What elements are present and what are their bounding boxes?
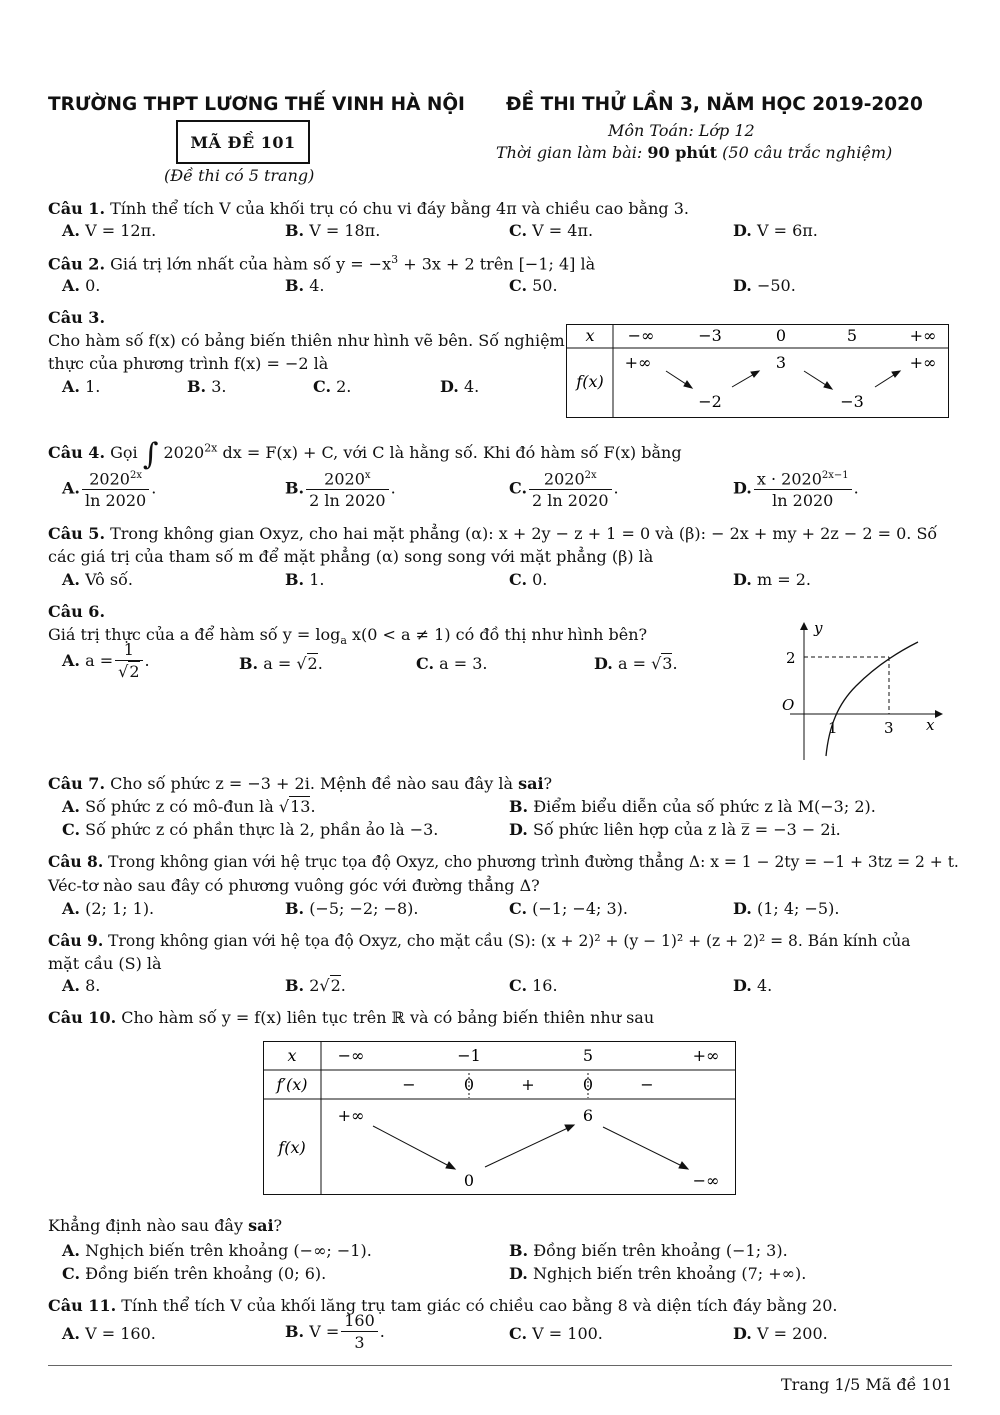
log-curve [826,642,918,756]
q10-sign: − [640,1075,654,1094]
q6-option-a[interactable]: A. a = $\frac{1}{√2}$ . [62,640,150,681]
q9-option-b[interactable]: B. 2√2. [285,976,346,995]
question-3-line2: thực của phương trình f(x) = −2 là [48,354,329,373]
school-name: TRƯỜNG THPT LƯƠNG THẾ VINH HÀ NỘI [48,94,465,115]
q4-option-d[interactable]: D. $\frac{x \cdot 2020^{2x-1}}{\ln 2020}$ . [733,466,859,512]
q2-option-b[interactable]: B. 4. [285,276,325,295]
q5-option-c[interactable]: C. 0. [509,570,548,589]
q7-option-c[interactable]: C. Số phức z có phần thực là 2, phần ảo là −3. [62,820,439,839]
integral-sign-icon: ∫ [142,437,159,472]
q10-option-b[interactable]: B. Đồng biến trên khoảng (−1; 3). [509,1241,788,1260]
q10-variation-table [263,1041,737,1196]
q7-option-b[interactable]: B. Điểm biểu diễn của số phức z là M(−3; 2). [509,797,876,816]
question-10: Câu 10. Cho hàm số y = f(x) liên tục trên ℝ và có bảng biến thiên như sau [48,1008,655,1027]
question-11: Câu 11. Tính thể tích V của khối lăng trụ tam giác có chiều cao bằng 8 và diện tích đáy bằng 20. [48,1296,838,1315]
question-8-line2: Véc-tơ nào sau đây có phương vuông góc với đường thẳng Δ? [48,876,540,895]
y-axis-label: y [814,619,823,637]
q10-option-d[interactable]: D. Nghịch biến trên khoảng (7; +∞). [509,1264,807,1283]
q10-f-value: 6 [582,1106,594,1125]
question-6-text: Giá trị thực của a để hàm số $y = \log_a x(0 < a \ne 1)$ có đồ thị như hình bên? [48,625,648,648]
q11-option-b[interactable]: B. V = $\frac{160}{3}$ . [285,1311,385,1352]
question-3-line1: Cho hàm số f(x) có bảng biến thiên như hình vẽ bên. Số nghiệm [48,331,565,350]
q8-option-b[interactable]: B. (−5; −2; −8). [285,899,419,918]
q3-f-value: +∞ [624,353,652,372]
q3-option-d[interactable]: D. 4. [440,377,480,396]
q6-option-d[interactable]: D. a = √3. [594,654,678,673]
q3-f-value: −3 [840,392,864,411]
q10-x-value: +∞ [692,1046,720,1065]
q9-option-d[interactable]: D. 4. [733,976,773,995]
q5-option-d[interactable]: D. m = 2. [733,570,811,589]
x-axis-label: x [926,716,935,734]
q3-x-value: 0 [775,326,787,345]
question-10-ask: Khẳng định nào sau đây sai? [48,1216,283,1235]
subject-line: Môn Toán: Lớp 12 [608,121,755,140]
question-5-line2: các giá trị của tham số m để mặt phẳng (α) song song với mặt phẳng (β) là [48,547,654,566]
q3-x-value: +∞ [909,326,937,345]
q10-fprime-label: f′(x) [276,1075,308,1094]
q4-option-c[interactable]: C. $\frac{2020^{2x}}{2 \ln 2020}$ . [509,466,619,512]
q3-arrows [666,371,900,389]
question-6-label: Câu 6. [48,602,106,621]
q3-x-value: −∞ [627,326,655,345]
q1-option-a[interactable]: A. V = 12π. [62,221,157,240]
q3-table-fx-label: f(x) [576,372,604,391]
q10-sign: − [402,1075,416,1094]
question-9-line2: mặt cầu (S) là [48,954,162,973]
q8-option-a[interactable]: A. (2; 1; 1). [62,899,155,918]
q11-option-d[interactable]: D. V = 200. [733,1324,828,1343]
question-1: Câu 1. Tính thể tích V của khối trụ có chu vi đáy bằng 4π và chiều cao bằng 3. [48,199,690,218]
question-2: Câu 2. Giá trị lớn nhất của hàm số $y = -x^3 + 3x + 2$ trên [−1; 4] là [48,253,596,274]
q5-option-a[interactable]: A. Vô số. [62,570,133,589]
pages-note: (Đề thi có 5 trang) [164,166,315,185]
x-tick-3: 3 [884,719,894,737]
exam-title: ĐỀ THI THỬ LẦN 3, NĂM HỌC 2019-2020 [506,94,923,115]
q7-option-a[interactable]: A. Số phức z có mô-đun là √13. [62,797,316,816]
q10-f-value: −∞ [692,1171,720,1190]
q3-table-x-label: x [585,326,595,345]
exam-code-box: MÃ ĐỀ 101 [176,120,310,164]
q2-option-d[interactable]: D. −50. [733,276,796,295]
q1-option-c[interactable]: C. V = 4π. [509,221,594,240]
q6-option-c[interactable]: C. a = 3. [416,654,488,673]
y-tick-2: 2 [786,649,796,667]
question-9-line1: Câu 9. Trong không gian với hệ tọa độ Oxyz, cho mặt cầu (S): (x + 2)² + (y − 1)² + (z + 2)² = 8. Bán kính của [48,931,911,950]
q10-sign: 0 [463,1075,475,1094]
q9-option-c[interactable]: C. 16. [509,976,558,995]
question-8-line1: Câu 8. Trong không gian với hệ trục tọa độ Oxyz, cho phương trình đường thẳng Δ: x = 1 − 2ty = −1 + 3tz = 2 + t. [48,852,959,871]
q10-option-c[interactable]: C. Đồng biến trên khoảng (0; 6). [62,1264,327,1283]
q5-option-b[interactable]: B. 1. [285,570,325,589]
q3-option-a[interactable]: A. 1. [62,377,101,396]
x-tick-1: 1 [828,719,838,737]
question-5-line1: Câu 5. Trong không gian Oxyz, cho hai mặt phẳng (α): x + 2y − z + 1 = 0 và (β): − 2x + my + 2z − 2 = 0. Số [48,524,938,543]
q10-f-value: +∞ [337,1106,365,1125]
q3-x-value: −3 [698,326,722,345]
q10-x-value: −∞ [337,1046,365,1065]
q3-option-b[interactable]: B. 3. [187,377,227,396]
time-line: Thời gian làm bài: 90 phút (50 câu trắc nghiệm) [496,143,893,162]
q3-f-value: 3 [775,353,787,372]
q6-option-b[interactable]: B. a = √2. [239,654,323,673]
q10-x-value: −1 [457,1046,481,1065]
q3-option-c[interactable]: C. 2. [313,377,352,396]
q10-sign: 0 [582,1075,594,1094]
page-footer: Trang 1/5 Mã đề 101 [781,1375,953,1394]
q11-option-a[interactable]: A. V = 160. [62,1324,156,1343]
q3-f-value: −2 [698,392,722,411]
q9-option-a[interactable]: A. 8. [62,976,101,995]
q10-x-value: 5 [582,1046,594,1065]
origin-label: O [782,696,795,714]
q8-option-c[interactable]: C. (−1; −4; 3). [509,899,628,918]
q3-f-value: +∞ [909,353,937,372]
q2-option-a[interactable]: A. 0. [62,276,101,295]
q10-x-label: x [287,1046,297,1065]
q10-option-a[interactable]: A. Nghịch biến trên khoảng (−∞; −1). [62,1241,372,1260]
q7-option-d[interactable]: D. Số phức liên hợp của z là z̅ = −3 − 2i. [509,820,841,839]
q10-f-value: 0 [463,1171,475,1190]
q6-log-graph [776,616,946,766]
q3-variation-table [566,324,950,419]
q4-option-b[interactable]: B. $\frac{2020^x}{2 \ln 2020}$ . [285,466,396,512]
question-4: Câu 4. Gọi ∫ $2020^{2x}$ dx = F(x) + C, với C là hằng số. Khi đó hàm số F(x) bằng [48,437,682,472]
q3-x-value: 5 [846,326,858,345]
q10-arrows [373,1125,688,1169]
q10-sign: + [521,1075,535,1094]
q1-option-b[interactable]: B. V = 18π. [285,221,381,240]
q1-option-d[interactable]: D. V = 6π. [733,221,818,240]
question-7: Câu 7. Cho số phức z = −3 + 2i. Mệnh đề nào sau đây là sai? [48,774,553,793]
question-3-label: Câu 3. [48,308,106,327]
q10-fx-label: f(x) [278,1138,306,1157]
footer-divider [48,1365,952,1366]
q2-option-c[interactable]: C. 50. [509,276,558,295]
q11-option-c[interactable]: C. V = 100. [509,1324,603,1343]
q8-option-d[interactable]: D. (1; 4; −5). [733,899,840,918]
q4-option-a[interactable]: A. $\frac{2020^{2x}}{\ln 2020}$ . [62,466,156,512]
